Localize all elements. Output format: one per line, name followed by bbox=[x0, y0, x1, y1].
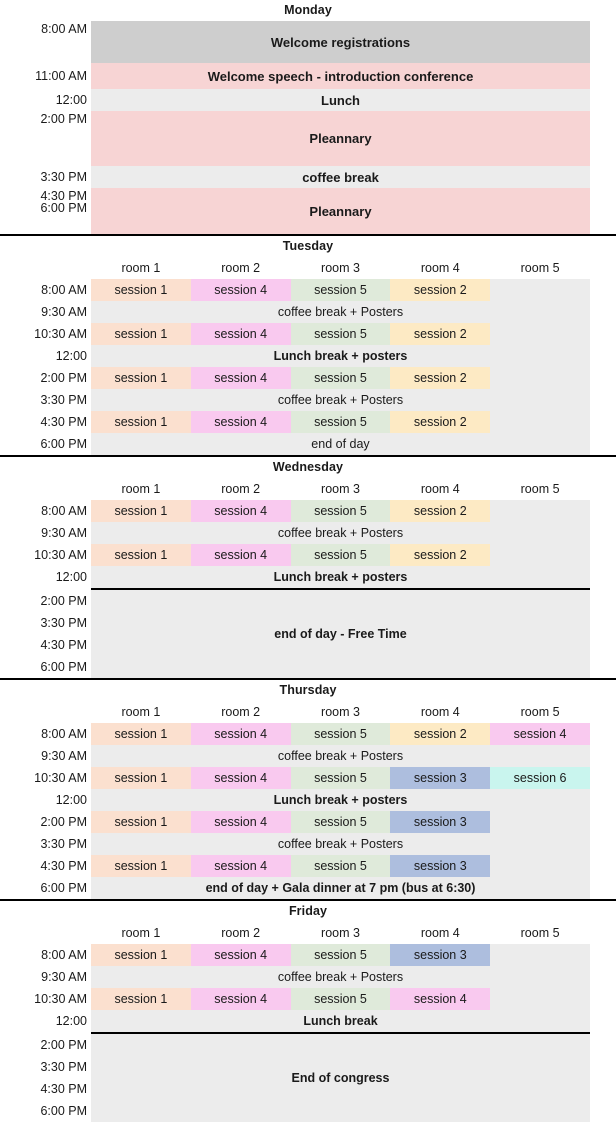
room-header-cells bbox=[91, 922, 590, 944]
day-title-thursday: Thursday bbox=[279, 683, 337, 697]
merged-cell: coffee break + Posters bbox=[91, 389, 590, 411]
schedule-row bbox=[0, 767, 616, 789]
session-cells bbox=[91, 944, 590, 966]
session-cell[interactable]: session 5 bbox=[291, 411, 391, 433]
room-header-3: room 3 bbox=[321, 261, 360, 275]
merged-cell: coffee break + Posters bbox=[91, 522, 590, 544]
day-block-thursday bbox=[0, 680, 616, 901]
room-header-4: room 4 bbox=[420, 261, 460, 275]
room-header-row bbox=[0, 257, 616, 279]
day-block-friday bbox=[0, 901, 616, 1122]
room-header-4: room 4 bbox=[420, 705, 460, 719]
schedule-row bbox=[0, 63, 616, 89]
schedule-row bbox=[0, 111, 616, 166]
session-cell[interactable]: session 1 bbox=[91, 323, 191, 345]
time-label: 3:30 PM bbox=[0, 833, 91, 855]
schedule-row bbox=[0, 89, 616, 111]
session-cell[interactable]: session 4 bbox=[191, 367, 291, 389]
room-header-4: room 4 bbox=[420, 926, 460, 940]
room-header-row bbox=[0, 478, 616, 500]
time-label: 12:00 bbox=[0, 789, 91, 811]
time-label: 12:00 bbox=[0, 1010, 91, 1032]
schedule-row bbox=[0, 411, 616, 433]
time-label: 9:30 AM bbox=[0, 301, 91, 323]
session-cell[interactable]: session 1 bbox=[91, 411, 191, 433]
session-cell[interactable]: session 3 bbox=[390, 767, 490, 789]
tall-row bbox=[0, 590, 616, 678]
session-cell[interactable]: session 4 bbox=[191, 988, 291, 1010]
room-header-1: room 1 bbox=[121, 261, 161, 275]
schedule-row bbox=[0, 301, 616, 323]
time-label: 6:00 PM bbox=[40, 660, 87, 674]
session-cell-empty bbox=[490, 323, 590, 345]
room-header-4: room 4 bbox=[420, 482, 460, 496]
day-block-tuesday bbox=[0, 236, 616, 457]
merged-cell: coffee break + Posters bbox=[91, 966, 590, 988]
time-label: 2:00 PM bbox=[40, 594, 87, 608]
time-label: 8:00 AM bbox=[0, 944, 91, 966]
time-label: 2:00 PM bbox=[0, 811, 91, 833]
merged-cell: Lunch break bbox=[91, 1010, 590, 1032]
time-label: 12:00 bbox=[0, 89, 91, 111]
time-label: 4:30 PM bbox=[40, 638, 87, 652]
time-label: 4:30 PM bbox=[0, 855, 91, 877]
schedule-row bbox=[0, 433, 616, 455]
session-cell[interactable]: session 4 bbox=[191, 723, 291, 745]
tall-merged-cell: End of congress bbox=[91, 1034, 590, 1122]
room-header-cells bbox=[91, 257, 590, 279]
session-cell-empty bbox=[490, 944, 590, 966]
room-header-5: room 5 bbox=[520, 926, 560, 940]
room-header-2: room 2 bbox=[221, 705, 261, 719]
time-label: 12:00 bbox=[0, 566, 91, 588]
session-cell[interactable]: session 1 bbox=[91, 855, 191, 877]
session-cell[interactable]: session 2 bbox=[390, 367, 490, 389]
merged-cell: end of day + Gala dinner at 7 pm (bus at 6:30) bbox=[91, 877, 590, 899]
session-cell[interactable]: session 1 bbox=[91, 723, 191, 745]
schedule-row bbox=[0, 500, 616, 522]
time-label: 2:00 PM bbox=[0, 111, 91, 166]
time-gutter-multi bbox=[0, 590, 91, 678]
session-cell-empty bbox=[490, 811, 590, 833]
session-cell[interactable]: session 5 bbox=[291, 723, 391, 745]
schedule-row bbox=[0, 566, 616, 588]
session-cell[interactable]: session 4 bbox=[390, 988, 490, 1010]
session-cell[interactable]: session 4 bbox=[191, 500, 291, 522]
time-label: 11:00 AM bbox=[0, 63, 91, 89]
time-gutter-spacer bbox=[0, 701, 91, 723]
time-label: 10:30 AM bbox=[0, 988, 91, 1010]
session-cell[interactable]: session 2 bbox=[390, 279, 490, 301]
schedule-row bbox=[0, 811, 616, 833]
session-cell[interactable]: session 1 bbox=[91, 279, 191, 301]
room-header-5: room 5 bbox=[520, 261, 560, 275]
merged-cell: Lunch break + posters bbox=[91, 566, 590, 588]
tall-merged-cell: end of day - Free Time bbox=[91, 590, 590, 678]
schedule-row bbox=[0, 855, 616, 877]
time-label: 4:30 PM bbox=[0, 188, 91, 234]
session-cell[interactable]: session 5 bbox=[291, 767, 391, 789]
room-header-1: room 1 bbox=[121, 705, 161, 719]
time-label: 8:00 AM bbox=[0, 500, 91, 522]
session-cells bbox=[91, 544, 590, 566]
room-header-5: room 5 bbox=[520, 705, 560, 719]
session-cells bbox=[91, 988, 590, 1010]
session-cell[interactable]: session 4 bbox=[191, 544, 291, 566]
time-label: 4:30 PM bbox=[40, 1082, 87, 1096]
room-header-1: room 1 bbox=[121, 926, 161, 940]
schedule-row bbox=[0, 21, 616, 63]
schedule-row bbox=[0, 323, 616, 345]
schedule-row bbox=[0, 544, 616, 566]
time-label: 8:00 AM bbox=[0, 21, 91, 63]
time-label: 3:30 PM bbox=[40, 616, 87, 630]
merged-cell: Pleannary bbox=[91, 111, 590, 166]
time-label: 8:00 AM bbox=[0, 279, 91, 301]
day-title-tuesday: Tuesday bbox=[282, 239, 334, 253]
schedule-row bbox=[0, 279, 616, 301]
session-cell[interactable]: session 5 bbox=[291, 988, 391, 1010]
day-title-friday: Friday bbox=[288, 904, 328, 918]
schedule-row bbox=[0, 522, 616, 544]
merged-cell: coffee break + Posters bbox=[91, 301, 590, 323]
day-title-monday: Monday bbox=[284, 3, 332, 17]
session-cell-empty bbox=[490, 367, 590, 389]
session-cells bbox=[91, 767, 590, 789]
tall-row bbox=[0, 1034, 616, 1122]
time-gutter-multi bbox=[0, 1034, 91, 1122]
merged-cell: Pleannary bbox=[91, 188, 590, 234]
session-cells bbox=[91, 855, 590, 877]
session-cell[interactable]: session 4 bbox=[490, 723, 590, 745]
day-title-wednesday: Wednesday bbox=[272, 460, 344, 474]
session-cell[interactable]: session 5 bbox=[291, 544, 391, 566]
time-label: 3:30 PM bbox=[0, 166, 91, 188]
session-cells bbox=[91, 279, 590, 301]
session-cell[interactable]: session 5 bbox=[291, 944, 391, 966]
schedule-row bbox=[0, 389, 616, 411]
merged-cell: Lunch break + posters bbox=[91, 345, 590, 367]
session-cell[interactable]: session 1 bbox=[91, 811, 191, 833]
room-header-1: room 1 bbox=[121, 482, 161, 496]
room-header-row bbox=[0, 701, 616, 723]
session-cell[interactable]: session 1 bbox=[91, 500, 191, 522]
merged-cell: coffee break + Posters bbox=[91, 745, 590, 767]
time-label: 10:30 AM bbox=[0, 323, 91, 345]
schedule-row bbox=[0, 723, 616, 745]
session-cell[interactable]: session 5 bbox=[291, 367, 391, 389]
merged-cell: Welcome registrations bbox=[91, 21, 590, 63]
merged-cell: Welcome speech - introduction conference bbox=[91, 63, 590, 89]
session-cells bbox=[91, 811, 590, 833]
time-gutter-spacer bbox=[0, 257, 91, 279]
room-header-3: room 3 bbox=[321, 926, 360, 940]
session-cells bbox=[91, 367, 590, 389]
room-header-3: room 3 bbox=[321, 482, 360, 496]
session-cell-empty bbox=[490, 411, 590, 433]
schedule-row bbox=[0, 988, 616, 1010]
session-cell[interactable]: session 5 bbox=[291, 855, 391, 877]
room-header-cells bbox=[91, 701, 590, 723]
time-label: 3:30 PM bbox=[0, 389, 91, 411]
merged-cell: Lunch break + posters bbox=[91, 789, 590, 811]
session-cell[interactable]: session 2 bbox=[390, 411, 490, 433]
time-label: 6:00 PM bbox=[0, 433, 91, 455]
time-gutter-spacer bbox=[0, 478, 91, 500]
session-cell[interactable]: session 5 bbox=[291, 811, 391, 833]
session-cell[interactable]: session 4 bbox=[191, 767, 291, 789]
time-label: 10:30 AM bbox=[0, 767, 91, 789]
schedule-row bbox=[0, 1010, 616, 1032]
schedule-row bbox=[0, 944, 616, 966]
session-cells bbox=[91, 411, 590, 433]
session-cell[interactable]: session 6 bbox=[490, 767, 590, 789]
room-header-cells bbox=[91, 478, 590, 500]
time-label: 12:00 bbox=[0, 345, 91, 367]
merged-cell: coffee break + Posters bbox=[91, 833, 590, 855]
session-cell-empty bbox=[490, 855, 590, 877]
session-cell-empty bbox=[490, 544, 590, 566]
session-cell-empty bbox=[490, 500, 590, 522]
time-label: 3:30 PM bbox=[40, 1060, 87, 1074]
day-block-wednesday bbox=[0, 457, 616, 680]
schedule-row bbox=[0, 833, 616, 855]
session-cell[interactable]: session 4 bbox=[191, 323, 291, 345]
session-cells bbox=[91, 323, 590, 345]
session-cell-empty bbox=[490, 988, 590, 1010]
room-header-2: room 2 bbox=[221, 261, 261, 275]
session-cell[interactable]: session 1 bbox=[91, 944, 191, 966]
session-cell[interactable]: session 4 bbox=[191, 811, 291, 833]
schedule-row bbox=[0, 367, 616, 389]
session-cell[interactable]: session 1 bbox=[91, 988, 191, 1010]
session-cell[interactable]: session 1 bbox=[91, 767, 191, 789]
schedule-row bbox=[0, 188, 616, 234]
time-label: 4:30 PM bbox=[0, 411, 91, 433]
session-cell[interactable]: session 5 bbox=[291, 279, 391, 301]
session-cell[interactable]: session 3 bbox=[390, 855, 490, 877]
session-cell[interactable]: session 2 bbox=[390, 323, 490, 345]
schedule-row bbox=[0, 877, 616, 899]
session-cells bbox=[91, 723, 590, 745]
schedule-row bbox=[0, 966, 616, 988]
merged-cell: Lunch bbox=[91, 89, 590, 111]
time-label: 6:00 PM bbox=[0, 877, 91, 899]
time-label: 2:00 PM bbox=[0, 367, 91, 389]
session-cell-empty bbox=[490, 279, 590, 301]
schedule-row bbox=[0, 345, 616, 367]
room-header-2: room 2 bbox=[221, 482, 261, 496]
time-label: 9:30 AM bbox=[0, 966, 91, 988]
room-header-row bbox=[0, 922, 616, 944]
session-cell[interactable]: session 5 bbox=[291, 323, 391, 345]
time-gutter-spacer bbox=[0, 922, 91, 944]
room-header-2: room 2 bbox=[221, 926, 261, 940]
time-label: 2:00 PM bbox=[40, 1038, 87, 1052]
session-cell[interactable]: session 1 bbox=[91, 544, 191, 566]
time-label: 6:00 PM bbox=[40, 1104, 87, 1118]
session-cell[interactable]: session 4 bbox=[191, 855, 291, 877]
session-cell[interactable]: session 5 bbox=[291, 500, 391, 522]
session-cell[interactable]: session 3 bbox=[390, 811, 490, 833]
schedule-row bbox=[0, 166, 616, 188]
day-block-monday bbox=[0, 0, 616, 236]
merged-cell: end of day bbox=[91, 433, 590, 455]
session-cells bbox=[91, 500, 590, 522]
merged-cell: coffee break bbox=[91, 166, 590, 188]
schedule-row bbox=[0, 745, 616, 767]
time-label: 9:30 AM bbox=[0, 522, 91, 544]
session-cell[interactable]: session 2 bbox=[390, 500, 490, 522]
session-cell[interactable]: session 4 bbox=[191, 411, 291, 433]
session-cell[interactable]: session 2 bbox=[390, 723, 490, 745]
session-cell[interactable]: session 1 bbox=[91, 367, 191, 389]
time-label: 9:30 AM bbox=[0, 745, 91, 767]
session-cell[interactable]: session 4 bbox=[191, 279, 291, 301]
session-cell[interactable]: session 2 bbox=[390, 544, 490, 566]
session-cell[interactable]: session 4 bbox=[191, 944, 291, 966]
time-label: 10:30 AM bbox=[0, 544, 91, 566]
room-header-3: room 3 bbox=[321, 705, 360, 719]
schedule-row bbox=[0, 789, 616, 811]
session-cell[interactable]: session 3 bbox=[390, 944, 490, 966]
room-header-5: room 5 bbox=[520, 482, 560, 496]
time-label: 8:00 AM bbox=[0, 723, 91, 745]
